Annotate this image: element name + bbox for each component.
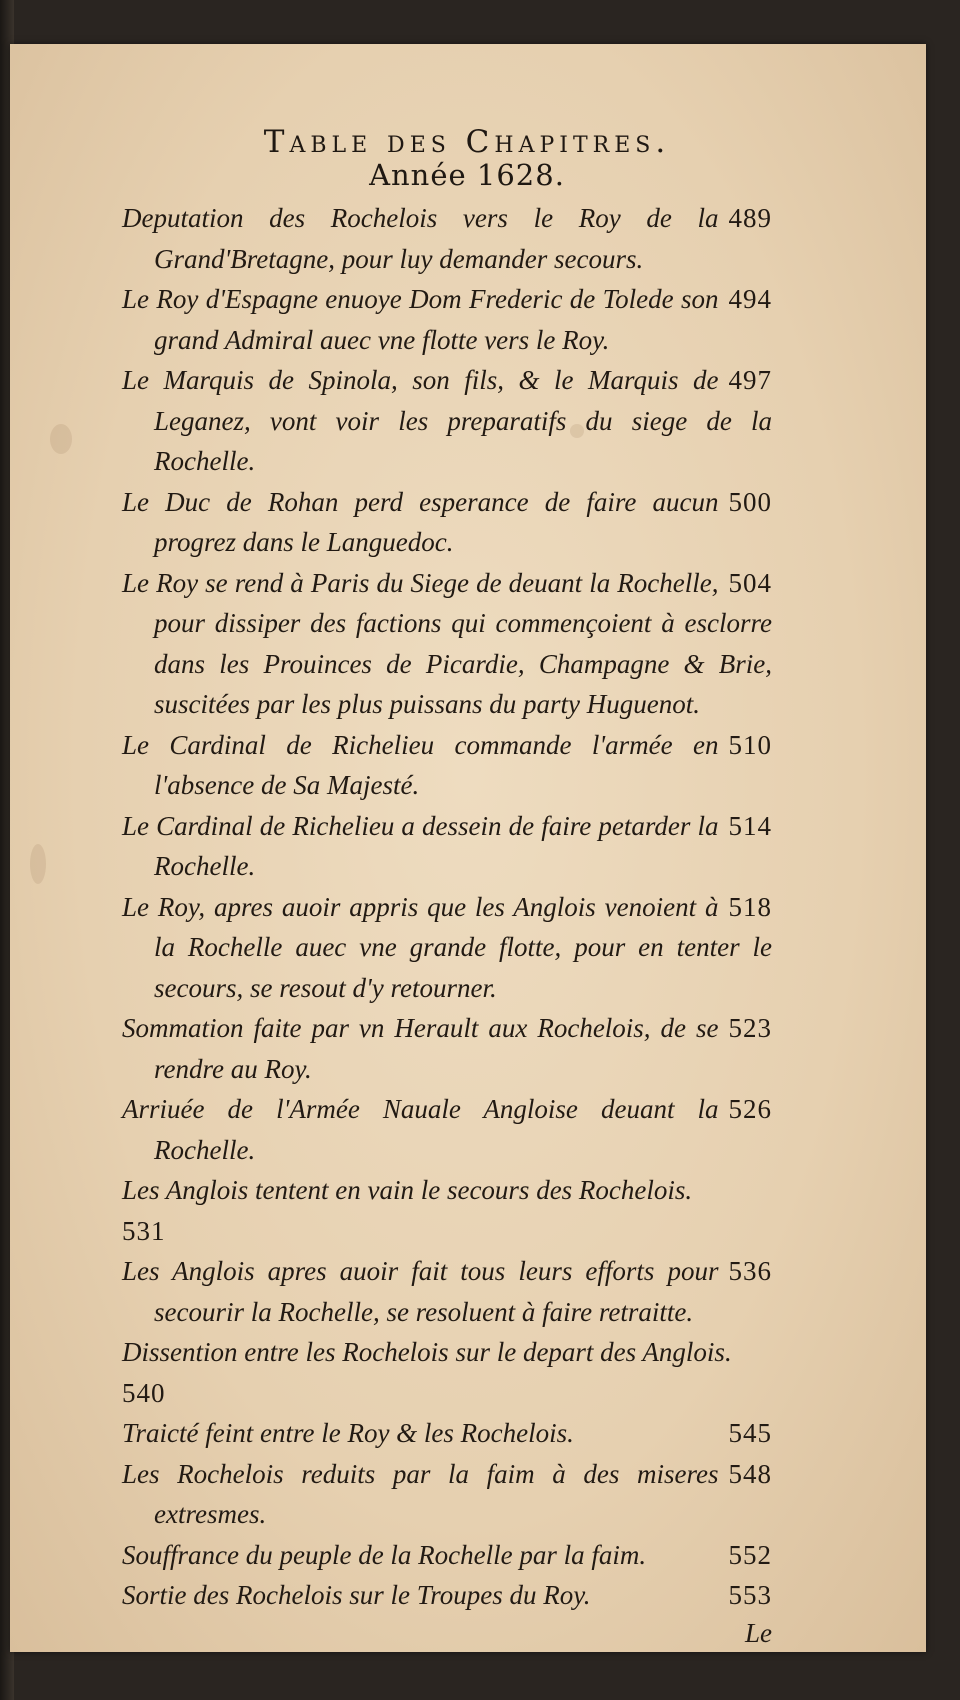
chapter-title: Les Rochelois reduits par la faim à des miseres extresmes. [122,1458,719,1529]
chapter-page-number: 536 [728,1256,772,1286]
chapter-page-number: 553 [728,1580,772,1610]
catchword: Le [745,1617,772,1648]
chapter-entry [122,1454,772,1535]
chapter-page-number: 494 [728,284,772,314]
chapter-title: Le Marquis de Spinola, son fils, & le Marquis de Leganez, vont voir les preparatifs du siege de la Rochelle. [122,365,772,476]
chapter-title: Les Anglois apres auoir fait tous leurs efforts pour secourir la Rochelle, se resoluent à faire retraitte. [122,1256,719,1327]
chapter-title: Les Anglois tentent en vain le secours des Rochelois. [122,1175,693,1205]
chapter-title: Sommation faite par vn Herault aux Rochelois, de se rendre au Roy. [122,1013,719,1084]
chapter-entry [122,1170,772,1251]
table-of-chapters [122,198,772,1616]
chapter-entry [122,1413,772,1454]
chapter-title: Le Cardinal de Richelieu a dessein de faire petarder la Rochelle. [122,810,719,881]
chapter-page-number: 526 [728,1094,772,1124]
chapter-entry [122,1008,772,1089]
chapter-page-number: 489 [728,203,772,233]
chapter-entry [122,1089,772,1170]
chapter-page-number: 523 [728,1013,772,1043]
chapter-entry [122,806,772,887]
chapter-entry [122,887,772,1009]
book-page [10,44,926,1652]
chapter-title: Le Duc de Rohan perd esperance de faire aucun progrez dans le Languedoc. [122,486,719,557]
chapter-page-number: 510 [728,729,772,760]
chapter-entry [122,198,772,279]
chapter-page-number: 545 [728,1418,772,1448]
running-head: Table des Chapitres. [263,124,671,160]
chapter-page-number: 548 [728,1458,772,1489]
chapter-page-number: 500 [728,486,772,517]
chapter-page-number: 540 [122,1377,166,1408]
chapter-page-number: 518 [728,891,772,922]
chapter-title: Dissention entre les Rochelois sur le depart des Anglois. [122,1337,732,1367]
chapter-title: Le Roy d'Espagne enuoye Dom Frederic de Tolede son grand Admiral auec vne flotte vers le Roy. [122,284,719,355]
page-content [122,124,772,1649]
chapter-page-number: 552 [728,1539,772,1570]
paper-stain [50,424,72,454]
chapter-title: Le Roy se rend à Paris du Siege de deuant la Rochelle, pour dissiper des factions qui commençoient à esclorre dans les Prouinces de Picardie, Champagne & Brie, suscitées par les plus puissans du party Huguenot. [122,567,772,719]
chapter-title: Souffrance du peuple de la Rochelle par la faim. [122,1539,647,1570]
chapter-page-number: 531 [122,1215,166,1246]
chapter-entry [122,482,772,563]
chapter-title: Traicté feint entre le Roy & les Rochelois. [122,1418,574,1448]
chapter-entry [122,1332,772,1413]
chapter-title: Arriuée de l'Armée Nauale Angloise deuant la Rochelle. [122,1094,719,1165]
year-heading: Année 1628. [369,158,565,192]
chapter-title: Sortie des Rochelois sur le Troupes du Roy. [122,1580,591,1610]
chapter-page-number: 504 [728,567,772,598]
chapter-page-number: 514 [728,810,772,841]
chapter-entry [122,279,772,360]
chapter-title: Le Cardinal de Richelieu commande l'armée en l'absence de Sa Majesté. [122,729,719,800]
chapter-entry [122,563,772,725]
chapter-title: Le Roy, apres auoir appris que les Anglois venoient à la Rochelle auec vne grande flotte, pour en tenter le secours, se resout d'y retourner. [122,891,772,1003]
chapter-title: Deputation des Rochelois vers le Roy de la Grand'Bretagne, pour luy demander secours. [122,203,719,274]
chapter-page-number: 497 [728,365,772,395]
chapter-entry [122,1535,772,1576]
chapter-entry [122,1575,772,1616]
chapter-entry [122,360,772,482]
chapter-entry [122,725,772,806]
chapter-entry [122,1251,772,1332]
paper-stain [30,844,46,884]
